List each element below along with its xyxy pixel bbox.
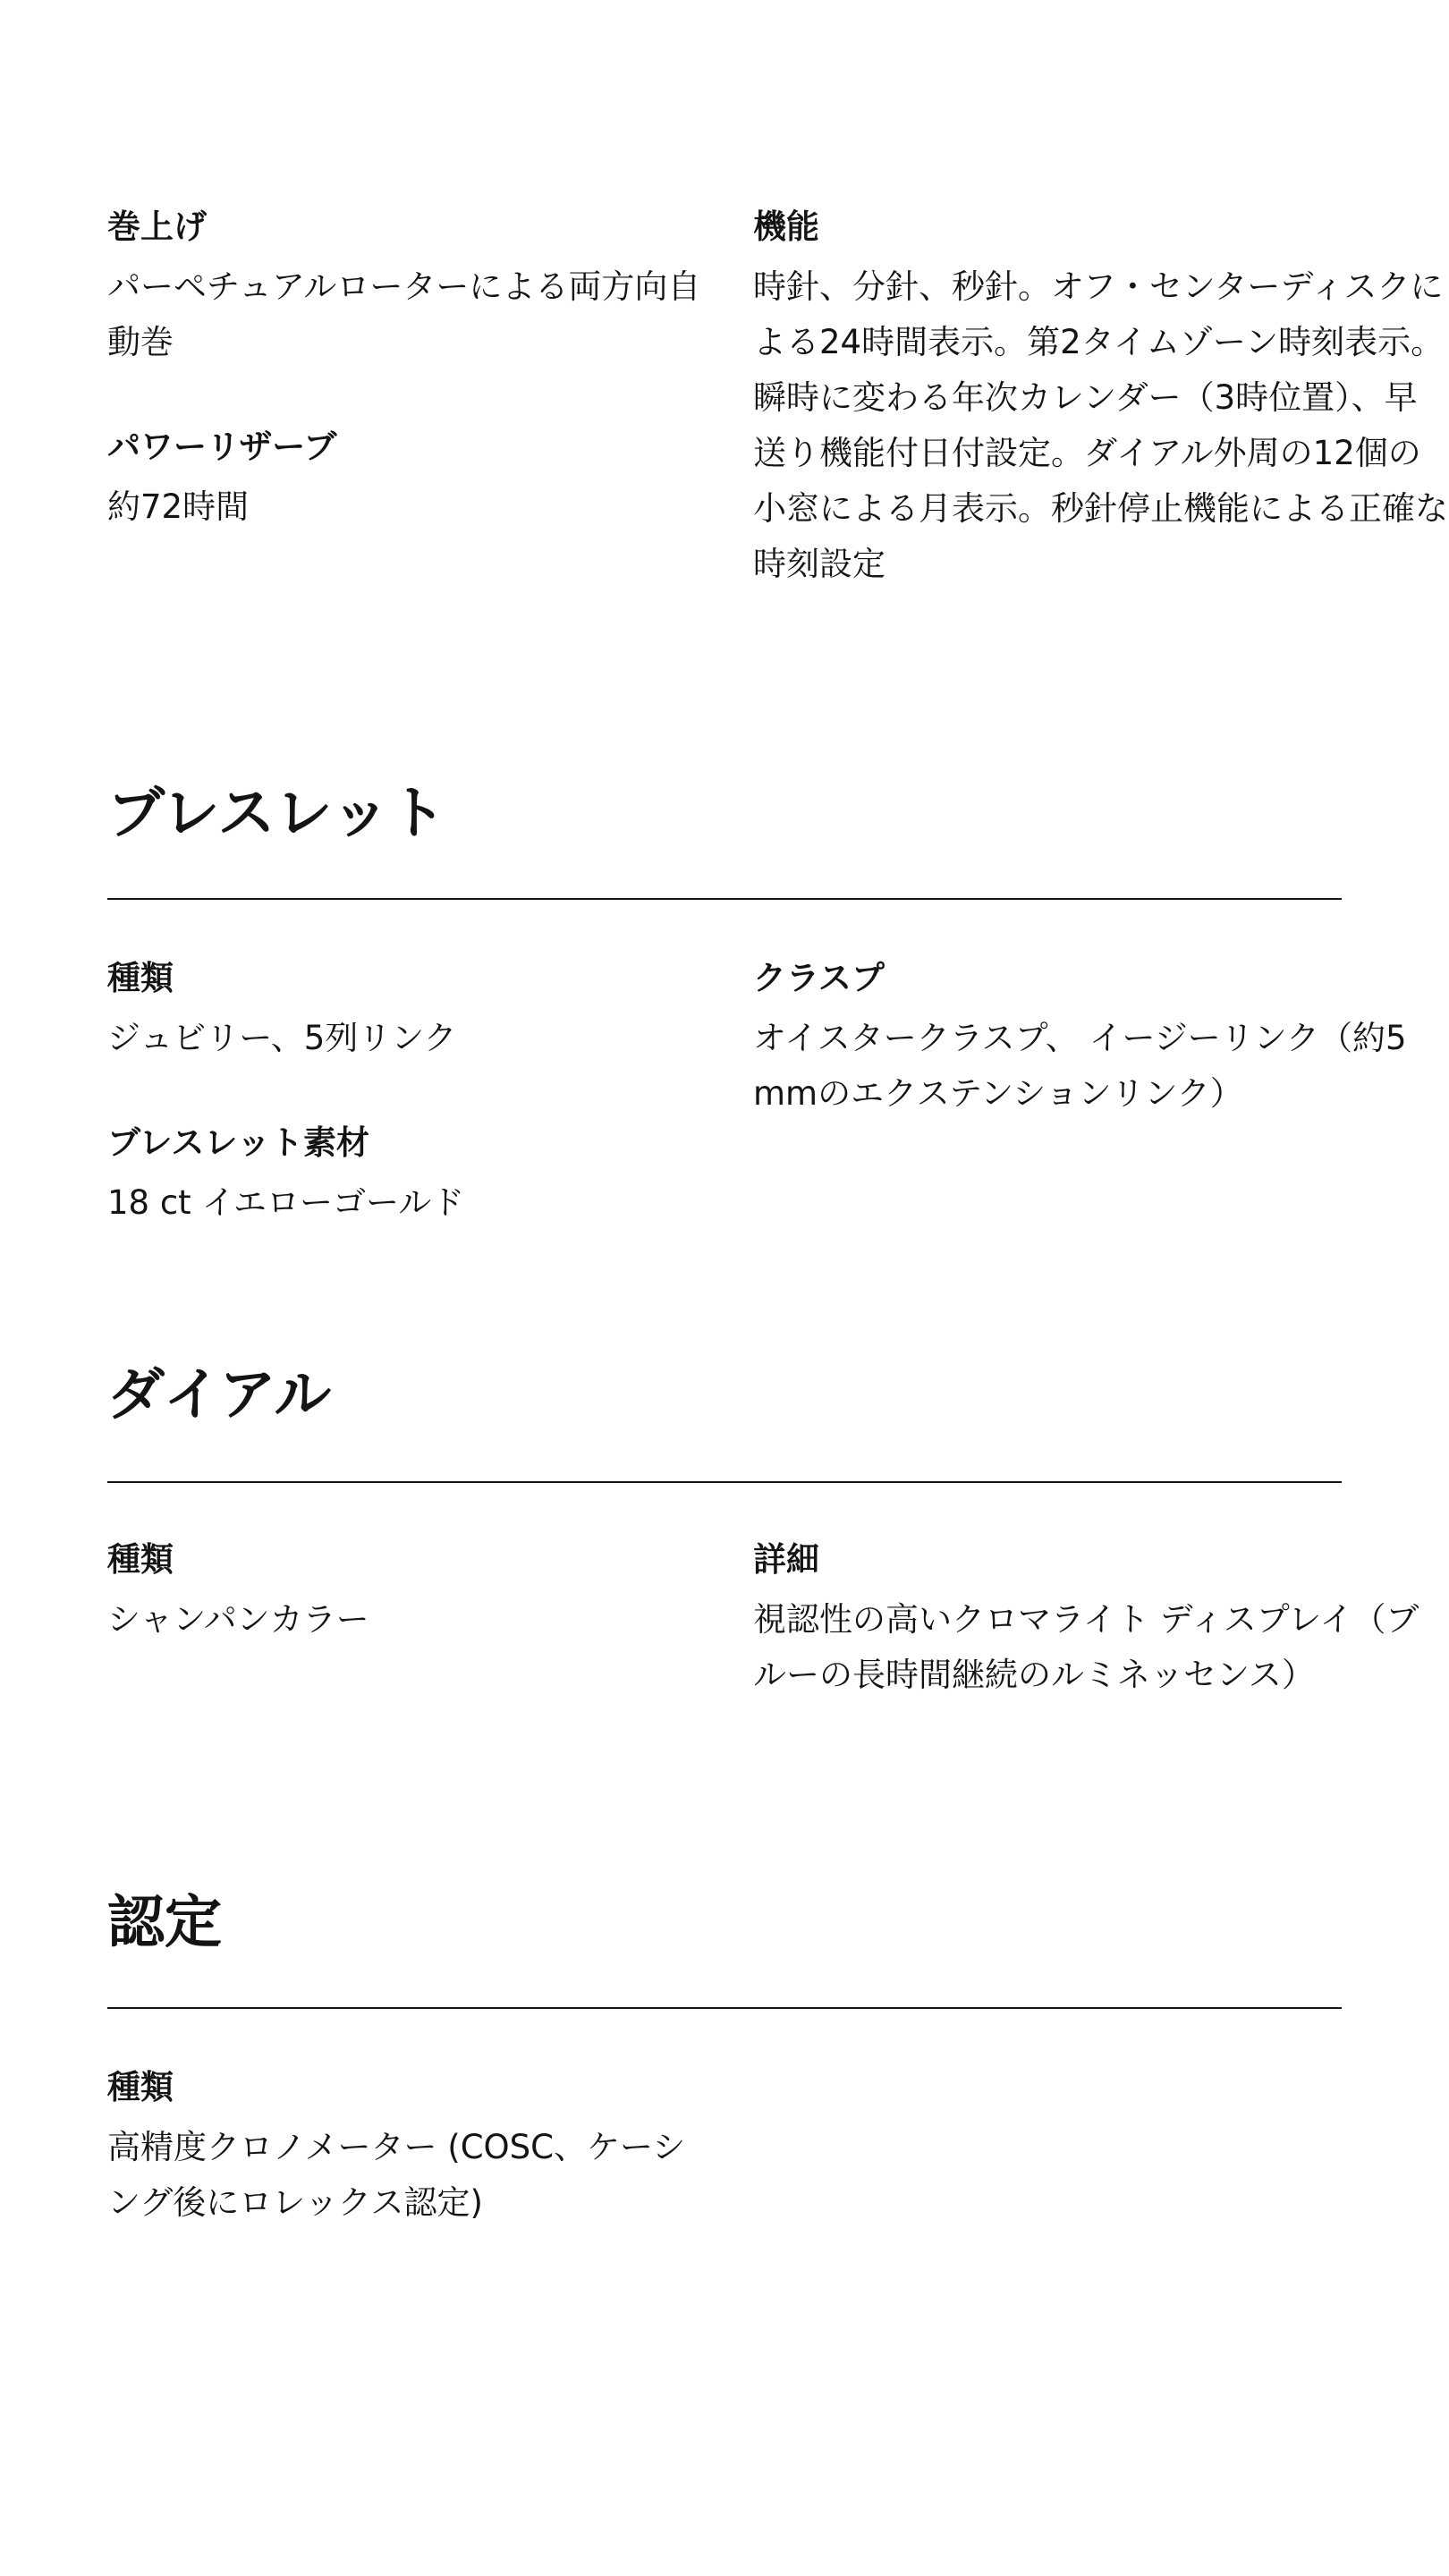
spec-label: クラスプ [753, 959, 885, 997]
spec-value: オイスタークラスプ、 イージーリンク（約5 mmのエクステンションリンク） [753, 1019, 1407, 1113]
spec-label: 詳細 [753, 1540, 819, 1579]
section-divider [107, 2007, 1342, 2009]
bracelet-left-column [107, 957, 753, 1231]
movement-specs [107, 206, 1449, 592]
spec-winding [107, 206, 717, 370]
spec-label: 種類 [107, 959, 174, 997]
certification-left-column [107, 2066, 753, 2231]
spec-label: ブレスレット素材 [107, 1123, 370, 1162]
bracelet-right-column [753, 957, 1449, 1231]
spec-dial-type [107, 1538, 717, 1648]
spec-bracelet-material [107, 1122, 717, 1231]
spec-dial-details [753, 1538, 1449, 1703]
spec-value: ジュビリー、5列リンク [107, 1019, 457, 1057]
movement-left-column [107, 206, 753, 592]
certification-right-column [753, 2066, 1449, 2231]
spec-label: 種類 [107, 1540, 174, 1579]
bracelet-specs [107, 957, 1449, 1231]
spec-label: パワーリザーブ [107, 428, 337, 466]
dial-left-column [107, 1538, 753, 1703]
spec-label: 種類 [107, 2068, 174, 2106]
dial-right-column [753, 1538, 1449, 1703]
certification-specs [107, 2066, 1449, 2231]
spec-value: 18 ct イエローゴールド [107, 1183, 465, 1222]
section-title-bracelet: ブレスレット [107, 781, 446, 847]
section-divider [107, 1481, 1342, 1483]
spec-value: 約72時間 [107, 487, 250, 526]
spec-value: 高精度クロノメーター (COSC、ケーシング後にロレックス認定) [107, 2128, 686, 2222]
section-divider [107, 898, 1342, 900]
spec-power-reserve [107, 426, 717, 535]
spec-value: 視認性の高いクロマライト ディスプレイ（ブルーの長時間継続のルミネッセンス） [753, 1600, 1419, 1694]
spec-clasp [753, 957, 1449, 1122]
dial-specs [107, 1538, 1449, 1703]
spec-value: シャンパンカラー [107, 1600, 369, 1639]
spec-label: 機能 [753, 208, 819, 246]
spec-value: パーペチュアルローターによる両方向自動巻 [107, 267, 701, 361]
spec-bracelet-type [107, 957, 717, 1066]
spec-label: 巻上げ [107, 208, 207, 246]
spec-functions [753, 206, 1449, 592]
spec-value: 時針、分針、秒針。オフ・センターディスクによる24時間表示。第2タイムゾーン時刻表示。瞬時に変わる年次カレンダー（3時位置）、早送り機能付日付設定。ダイアル外周の12個の小窓による月表示。秒針停止機能による正確な時刻設定 [753, 267, 1448, 583]
spec-certification-type [107, 2066, 717, 2231]
section-title-dial: ダイアル [107, 1362, 332, 1428]
section-title-certification: 認定 [107, 1890, 222, 1956]
movement-right-column [753, 206, 1449, 592]
